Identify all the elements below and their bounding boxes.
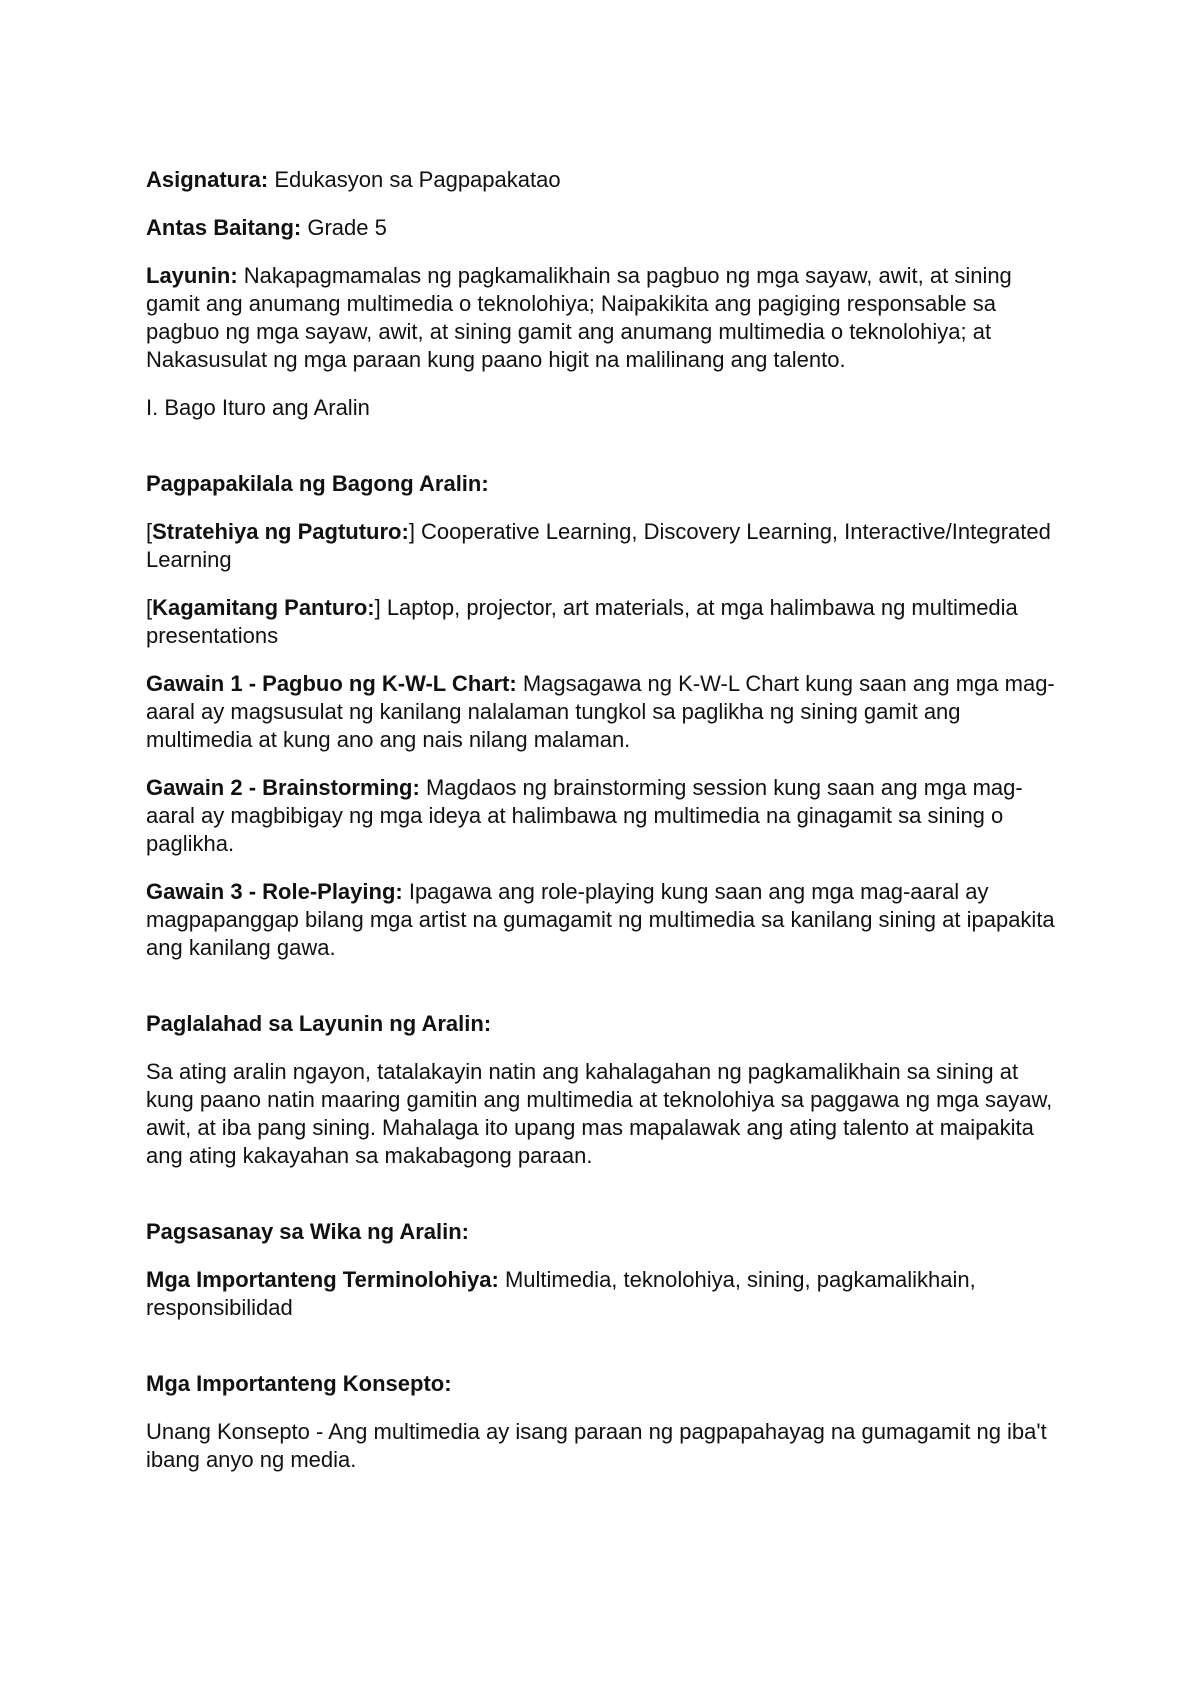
- gawain-2-label: Gawain 2 - Brainstorming:: [146, 775, 420, 800]
- kagamitan-label: Kagamitang Panturo:: [152, 595, 375, 620]
- konsepto-heading-text: Mga Importanteng Konsepto:: [146, 1371, 452, 1396]
- layunin-value: Nakapagmamalas ng pagkamalikhain sa pagbuo ng mga sayaw, awit, at sining gamit ang anumang multimedia o teknolohiya; Naipakikita ang pagiging responsable sa pagbuo ng mga sayaw, awit, at sining gamit ang anumang multimedia o teknolohiya; at Nakasusulat ng mga paraan kung paano higit na malilinang ang talento.: [146, 263, 1012, 372]
- paglalahad-heading: [146, 1010, 1066, 1038]
- gawain-3-paragraph: [146, 878, 1066, 962]
- pagpapakilala-heading-text: Pagpapakilala ng Bagong Aralin:: [146, 471, 489, 496]
- stratehiya-paragraph: [146, 518, 1066, 574]
- antas-label: Antas Baitang:: [146, 215, 302, 240]
- terminolohiya-label: Mga Importanteng Terminolohiya:: [146, 1267, 499, 1292]
- terminolohiya-paragraph: [146, 1266, 1066, 1322]
- asignatura-line: [146, 166, 1066, 194]
- asignatura-label: Asignatura:: [146, 167, 269, 192]
- gawain-3-value: Ipagawa ang role-playing kung saan ang mga mag-aaral ay magpapanggap bilang mga artist na gumagamit ng multimedia sa kanilang sining at ipapakita ang kanilang gawa.: [146, 879, 1055, 960]
- stratehiya-value: ] Cooperative Learning, Discovery Learning, Interactive/Integrated Learning: [146, 519, 1051, 572]
- kagamitan-value: ] Laptop, projector, art materials, at mga halimbawa ng multimedia presentations: [146, 595, 1018, 648]
- pagsasanay-heading-text: Pagsasanay sa Wika ng Aralin:: [146, 1219, 470, 1244]
- paglalahad-paragraph: Sa ating aralin ngayon, tatalakayin natin ang kahalagahan ng pagkamalikhain sa sining at kung paano natin maaring gamitin ang multimedia at teknolohiya sa paggawa ng mga sayaw, awit, at iba pang sining. Mahalaga ito upang mas mapalawak ang ating talento at maipakita ang ating kakayahan sa makabagong paraan.: [146, 1059, 1053, 1168]
- pagpapakilala-heading: [146, 470, 1066, 498]
- unang-konsepto-paragraph: Unang Konsepto - Ang multimedia ay isang paraan ng pagpapahayag na gumagamit ng iba't ibang anyo ng media.: [146, 1419, 1047, 1472]
- gawain-2-paragraph: [146, 774, 1066, 858]
- antas-value: Grade 5: [301, 215, 387, 240]
- pagsasanay-heading: [146, 1218, 1066, 1246]
- stratehiya-bracket: [: [146, 519, 153, 544]
- stratehiya-label: Stratehiya ng Pagtuturo:: [152, 519, 409, 544]
- gawain-1-paragraph: [146, 670, 1066, 754]
- kagamitan-bracket: [: [146, 595, 153, 620]
- gawain-3-label: Gawain 3 - Role-Playing:: [146, 879, 403, 904]
- document-content: [146, 166, 1066, 1474]
- bago-ituro-heading: I. Bago Ituro ang Aralin: [146, 395, 370, 420]
- gawain-2-value: Magdaos ng brainstorming session kung saan ang mga mag-aaral ay magbibigay ng mga ideya at halimbawa ng multimedia na ginagamit sa sining o paglikha.: [146, 775, 1023, 856]
- layunin-paragraph: [146, 262, 1066, 374]
- paglalahad-heading-text: Paglalahad sa Layunin ng Aralin:: [146, 1011, 492, 1036]
- kagamitan-paragraph: [146, 594, 1066, 650]
- gawain-1-value: Magsagawa ng K-W-L Chart kung saan ang mga mag-aaral ay magsusulat ng kanilang nalalaman tungkol sa paglikha ng sining gamit ang multimedia at kung ano ang nais nilang malaman.: [146, 671, 1055, 752]
- antas-line: [146, 214, 1066, 242]
- terminolohiya-value: Multimedia, teknolohiya, sining, pagkamalikhain, responsibilidad: [146, 1267, 976, 1320]
- asignatura-value: Edukasyon sa Pagpapakatao: [268, 167, 561, 192]
- layunin-label: Layunin:: [146, 263, 238, 288]
- konsepto-heading: [146, 1370, 1066, 1398]
- gawain-1-label: Gawain 1 - Pagbuo ng K-W-L Chart:: [146, 671, 517, 696]
